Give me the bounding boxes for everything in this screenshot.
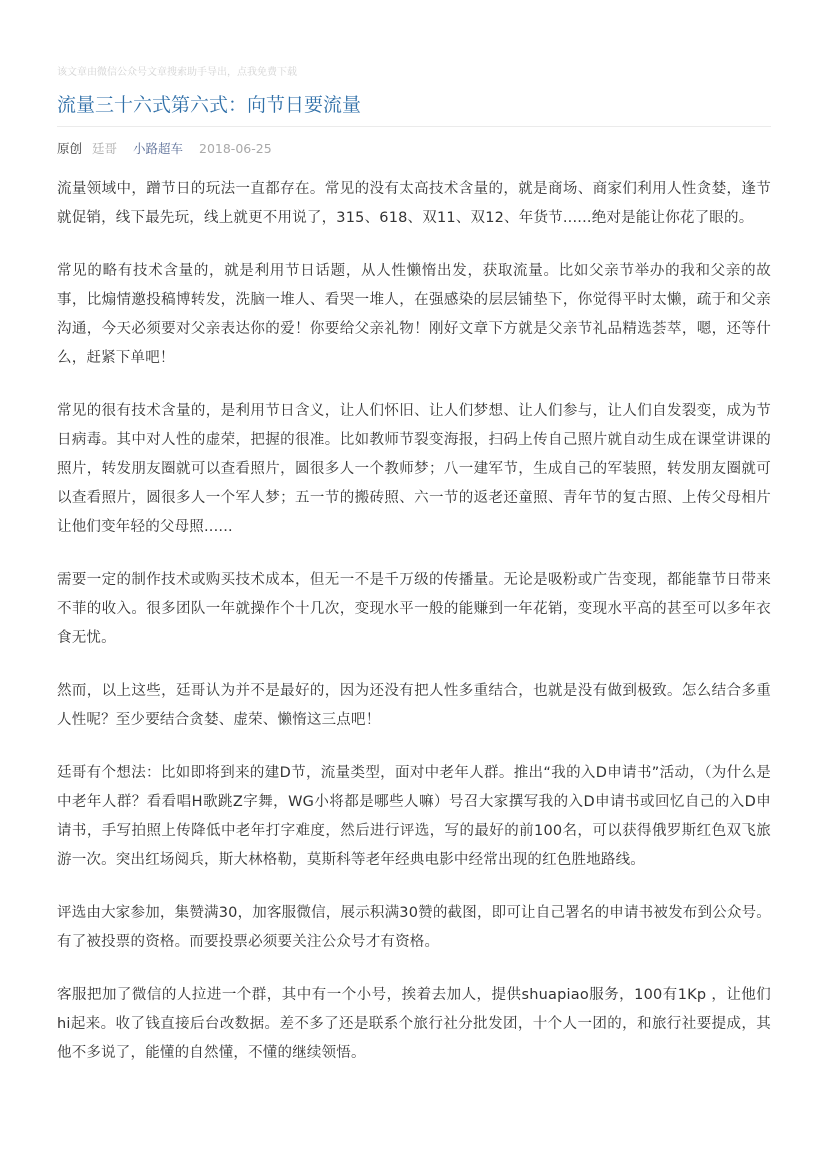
paragraph: 流量领域中，蹭节日的玩法一直都存在。常见的没有太高技术含量的，就是商场、商家们利用人性贪婪，逢节就促销，线下最先玩，线上就更不用说了，315、618、双11、双12、年货节......绝对是能让你花了眼的。	[57, 181, 771, 226]
paragraph: 常见的很有技术含量的，是利用节日含义，让人们怀旧、让人们梦想、让人们参与，让人们自发裂变，成为节日病毒。其中对人性的虚荣，把握的很准。比如教师节裂变海报，扫码上传自己照片就自动生成在课堂讲课的照片，转发朋友圈就可以查看照片，圆很多人一个教师梦；八一建军节，生成自己的军装照，转发朋友圈就可以查看照片，圆很多人一个军人梦；五一节的搬砖照、六一节的返老还童照、青年节的复古照、上传父母相片让他们变年轻的父母照......	[57, 403, 771, 535]
paragraph: 然而，以上这些，廷哥认为并不是最好的，因为还没有把人性多重结合，也就是没有做到极致。怎么结合多重人性呢？至少要结合贪婪、虚荣、懒惰这三点吧！	[57, 683, 771, 728]
paragraph: 客服把加了微信的人拉进一个群，其中有一个小号，挨着去加人，提供shuapiao服务，100有1Kp ，让他们hi起来。收了钱直接后台改数据。差不多了还是联系个旅行社分批发团，十个人一团的，和旅行社要提成，其他不多说了，能懂的自然懂，不懂的继续领悟。	[57, 987, 771, 1061]
article-body	[57, 175, 771, 1092]
paragraph: 廷哥有个想法：比如即将到来的建D节，流量类型，面对中老年人群。推出“我的入D申请书”活动，（为什么是中老年人群？看看唱H歌跳Z字舞，WG小将都是哪些人嘛）号召大家撰写我的入D申请书或回忆自己的入D申请书，手写拍照上传降低中老年打字难度，然后进行评选，写的最好的前100名，可以获得俄罗斯红色双飞旅游一次。突出红场阅兵，斯大林格勒，莫斯科等老年经典电影中经常出现的红色胜地路线。	[57, 765, 771, 868]
publish-date: 2018-06-25	[199, 141, 272, 156]
article-meta	[57, 140, 272, 158]
title-divider	[57, 126, 771, 127]
article-title: 流量三十六式第六式：向节日要流量	[57, 94, 362, 116]
author-name: 廷哥	[92, 141, 118, 156]
original-badge: 原创	[57, 141, 83, 156]
paragraph: 需要一定的制作技术或购买技术成本，但无一不是千万级的传播量。无论是吸粉或广告变现，都能靠节日带来不菲的收入。很多团队一年就操作个十几次，变现水平一般的能赚到一年花销，变现水平高的甚至可以多年衣食无忧。	[57, 572, 771, 646]
paragraph: 评选由大家参加，集赞满30，加客服微信，展示积满30赞的截图，即可让自己署名的申请书被发布到公众号。有了被投票的资格。而要投票必须要关注公众号才有资格。	[57, 905, 771, 950]
export-notice-link[interactable]: 该文章由微信公众号文章搜索助手导出，点我免费下载	[57, 67, 297, 78]
account-name-link[interactable]: 小路超车	[133, 141, 184, 156]
paragraph: 常见的略有技术含量的，就是利用节日话题，从人性懒惰出发，获取流量。比如父亲节举办的我和父亲的故事，比煽情邀投稿博转发，洗脑一堆人、看哭一堆人，在强感染的层层铺垫下，你觉得平时太懒，疏于和父亲沟通，今天必须要对父亲表达你的爱！你要给父亲礼物！刚好文章下方就是父亲节礼品精选荟萃，嗯，还等什么，赶紧下单吧！	[57, 263, 771, 366]
